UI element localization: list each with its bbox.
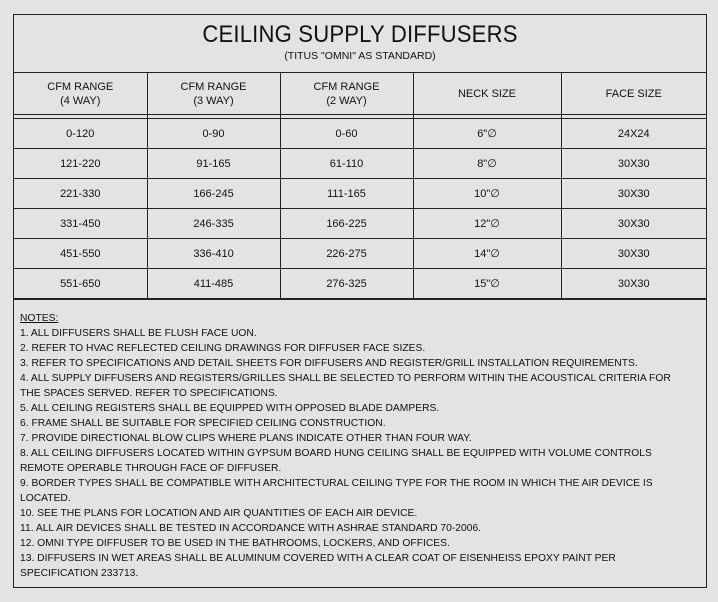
cell-cfm-3way: 336-410 — [147, 239, 280, 269]
note-line: 2. REFER TO HVAC REFLECTED CEILING DRAWINGS FOR DIFFUSER FACE SIZES. — [20, 343, 426, 354]
note-line: 4. ALL SUPPLY DIFFUSERS AND REGISTERS/GRILLES SHALL BE SELECTED TO PERFORM WITHIN THE ACOUSTICAL CRITERIA FOR — [20, 373, 671, 384]
header-face-size: FACE SIZE — [561, 73, 706, 115]
notes-heading: NOTES: — [20, 313, 59, 324]
cell-neck-size: 12"∅ — [413, 209, 561, 239]
cell-cfm-4way: 121-220 — [14, 149, 147, 179]
header-cfm-2way: CFM RANGE (2 WAY) — [280, 73, 413, 115]
cell-face-size: 30X30 — [561, 209, 706, 239]
note-line: 5. ALL CEILING REGISTERS SHALL BE EQUIPPED WITH OPPOSED BLADE DAMPERS. — [20, 403, 440, 414]
header-cfm-4way: CFM RANGE (4 WAY) — [14, 73, 147, 115]
cell-cfm-2way: 166-225 — [280, 209, 413, 239]
schedule-sheet — [13, 14, 707, 588]
table-row — [14, 239, 706, 269]
note-line: 8. ALL CEILING DIFFUSERS LOCATED WITHIN GYPSUM BOARD HUNG CEILING SHALL BE EQUIPPED WITH VOLUME CONTROLS — [20, 448, 652, 459]
header-row — [14, 73, 706, 115]
table-row — [14, 269, 706, 299]
cell-cfm-2way: 111-165 — [280, 179, 413, 209]
note-line: 13. DIFFUSERS IN WET AREAS SHALL BE ALUMINUM COVERED WITH A CLEAR COAT OF EISENHEISS EPOXY PAINT PER — [20, 553, 616, 564]
table-row — [14, 179, 706, 209]
note-line: 10. SEE THE PLANS FOR LOCATION AND AIR QUANTITIES OF EACH AIR DEVICE. — [20, 508, 418, 519]
cell-cfm-4way: 551-650 — [14, 269, 147, 299]
note-line: REMOTE OPERABLE THROUGH FACE OF DIFFUSER. — [20, 463, 282, 474]
cell-cfm-3way: 166-245 — [147, 179, 280, 209]
note-line: 12. OMNI TYPE DIFFUSER TO BE USED IN THE BATHROOMS, LOCKERS, AND OFFICES. — [20, 538, 450, 549]
cell-cfm-2way: 0-60 — [280, 119, 413, 149]
note-line: 7. PROVIDE DIRECTIONAL BLOW CLIPS WHERE PLANS INDICATE OTHER THAN FOUR WAY. — [20, 433, 472, 444]
note-line: LOCATED. — [20, 493, 71, 504]
header-neck-size: NECK SIZE — [413, 73, 561, 115]
note-line: SPECIFICATION 233713. — [20, 568, 139, 579]
table-row — [14, 209, 706, 239]
note-line: 1. ALL DIFFUSERS SHALL BE FLUSH FACE UON. — [20, 328, 257, 339]
cell-neck-size: 14"∅ — [413, 239, 561, 269]
cell-cfm-4way: 451-550 — [14, 239, 147, 269]
diffuser-schedule-table — [14, 73, 706, 299]
table-row — [14, 149, 706, 179]
cell-cfm-3way: 411-485 — [147, 269, 280, 299]
cell-face-size: 24X24 — [561, 119, 706, 149]
note-line: 11. ALL AIR DEVICES SHALL BE TESTED IN ACCORDANCE WITH ASHRAE STANDARD 70-2006. — [20, 523, 482, 534]
title-block — [14, 15, 706, 73]
note-line: 6. FRAME SHALL BE SUITABLE FOR SPECIFIED CEILING CONSTRUCTION. — [20, 418, 386, 429]
note-line: 9. BORDER TYPES SHALL BE COMPATIBLE WITH ARCHITECTURAL CEILING TYPE FOR THE ROOM IN WHICH THE AIR DEVICE IS — [20, 478, 653, 489]
cell-face-size: 30X30 — [561, 149, 706, 179]
table-row — [14, 119, 706, 149]
cell-face-size: 30X30 — [561, 179, 706, 209]
cell-face-size: 30X30 — [561, 239, 706, 269]
cell-cfm-2way: 226-275 — [280, 239, 413, 269]
header-cfm-3way: CFM RANGE (3 WAY) — [147, 73, 280, 115]
cell-cfm-4way: 331-450 — [14, 209, 147, 239]
cell-cfm-2way: 276-325 — [280, 269, 413, 299]
cell-cfm-3way: 91-165 — [147, 149, 280, 179]
note-line: 3. REFER TO SPECIFICATIONS AND DETAIL SHEETS FOR DIFFUSERS AND REGISTER/GRILL INSTALLATION REQUIREMENTS. — [20, 358, 638, 369]
cell-cfm-4way: 0-120 — [14, 119, 147, 149]
note-line: THE SPACES SERVED. REFER TO SPECIFICATIONS. — [20, 388, 278, 399]
cell-cfm-2way: 61-110 — [280, 149, 413, 179]
schedule-title: CEILING SUPPLY DIFFUSERS — [202, 21, 518, 48]
cell-neck-size: 6"∅ — [413, 119, 561, 149]
cell-cfm-3way: 246-335 — [147, 209, 280, 239]
notes-section — [14, 299, 706, 581]
schedule-subtitle: (TITUS "OMNI" AS STANDARD) — [284, 50, 436, 62]
cell-neck-size: 10"∅ — [413, 179, 561, 209]
cell-cfm-3way: 0-90 — [147, 119, 280, 149]
cell-neck-size: 15"∅ — [413, 269, 561, 299]
cell-cfm-4way: 221-330 — [14, 179, 147, 209]
cell-neck-size: 8"∅ — [413, 149, 561, 179]
cell-face-size: 30X30 — [561, 269, 706, 299]
